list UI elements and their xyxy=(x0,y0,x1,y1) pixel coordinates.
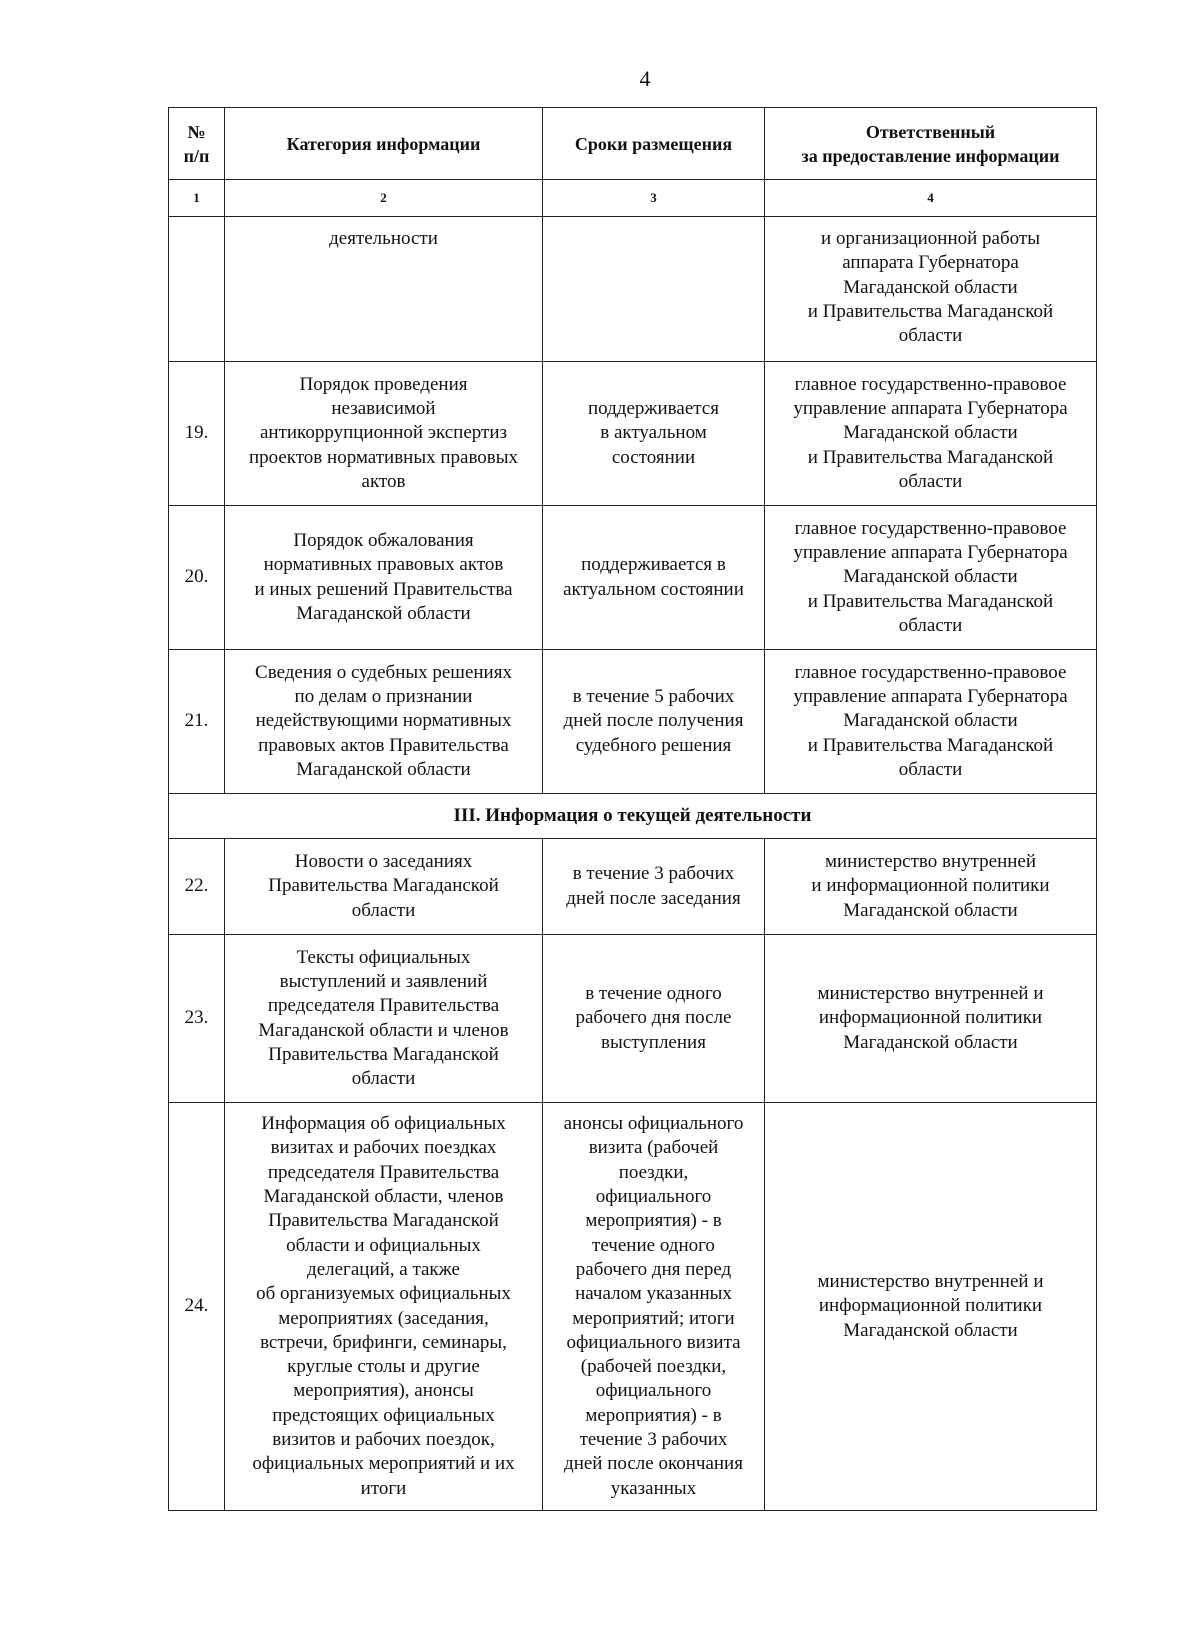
continuation-row xyxy=(169,217,1097,362)
row-number: 20. xyxy=(169,506,225,650)
row-category: деятельности xyxy=(225,217,543,362)
row-deadline: анонсы официального визита (рабочей поездки, официального мероприятия) - в течение одного рабочего дня перед началом указанных мероприятий; итоги официального визита (рабочей поездки, официального мероприятия) - в течение 3 рабочих дней после окончания указанных xyxy=(543,1103,765,1511)
table-row xyxy=(169,1103,1097,1511)
row-deadline xyxy=(543,217,765,362)
column-number: 4 xyxy=(765,180,1097,217)
page-number: 4 xyxy=(639,66,651,91)
header-responsible: Ответственный за предоставление информации xyxy=(765,108,1097,180)
row-category: Информация об официальных визитах и рабочих поездках председателя Правительства Магаданской области, членов Правительства Магаданской области и официальных делегаций, а также об организуемых официальных мероприятиях (заседания, встречи, брифинги, семинары, круглые столы и другие мероприятия), анонсы предстоящих официальных визитов и рабочих поездок, официальных мероприятий и их итоги xyxy=(225,1103,543,1511)
table-row xyxy=(169,650,1097,794)
row-number: 21. xyxy=(169,650,225,794)
column-number: 1 xyxy=(169,180,225,217)
header-number: № п/п xyxy=(169,108,225,180)
row-responsible: главное государственно-правовое управление аппарата Губернатора Магаданской области и Правительства Магаданской области xyxy=(765,650,1097,794)
column-number: 2 xyxy=(225,180,543,217)
row-deadline: в течение 3 рабочих дней после заседания xyxy=(543,839,765,935)
header-category: Категория информации xyxy=(225,108,543,180)
row-deadline: поддерживается в актуальном состоянии xyxy=(543,362,765,506)
header-deadline: Сроки размещения xyxy=(543,108,765,180)
row-number: 22. xyxy=(169,839,225,935)
column-number-row xyxy=(169,180,1097,217)
row-responsible: министерство внутренней и информационной политики Магаданской области xyxy=(765,1103,1097,1511)
row-category: Тексты официальных выступлений и заявлений председателя Правительства Магаданской области и членов Правительства Магаданской области xyxy=(225,935,543,1103)
row-responsible: главное государственно-правовое управление аппарата Губернатора Магаданской области и Правительства Магаданской области xyxy=(765,506,1097,650)
table-row xyxy=(169,506,1097,650)
table-header-row xyxy=(169,108,1097,180)
row-deadline: поддерживается в актуальном состоянии xyxy=(543,506,765,650)
row-category: Сведения о судебных решениях по делам о признании недействующими нормативных правовых актов Правительства Магаданской области xyxy=(225,650,543,794)
row-deadline: в течение одного рабочего дня после выступления xyxy=(543,935,765,1103)
row-category: Порядок обжалования нормативных правовых актов и иных решений Правительства Магаданской области xyxy=(225,506,543,650)
column-number: 3 xyxy=(543,180,765,217)
section-title: III. Информация о текущей деятельности xyxy=(169,794,1097,839)
row-responsible: министерство внутренней и информационной политики Магаданской области xyxy=(765,839,1097,935)
row-responsible: и организационной работы аппарата Губернатора Магаданской области и Правительства Магаданской области xyxy=(765,217,1097,362)
row-responsible: главное государственно-правовое управление аппарата Губернатора Магаданской области и Правительства Магаданской области xyxy=(765,362,1097,506)
row-category: Порядок проведения независимой антикоррупционной экспертиз проектов нормативных правовых актов xyxy=(225,362,543,506)
row-number: 23. xyxy=(169,935,225,1103)
table-row xyxy=(169,362,1097,506)
table-row xyxy=(169,839,1097,935)
information-table xyxy=(168,107,1097,1511)
row-number: 19. xyxy=(169,362,225,506)
row-number: 24. xyxy=(169,1103,225,1511)
row-responsible: министерство внутренней и информационной политики Магаданской области xyxy=(765,935,1097,1103)
section-heading-row xyxy=(169,794,1097,839)
row-number xyxy=(169,217,225,362)
row-deadline: в течение 5 рабочих дней после получения судебного решения xyxy=(543,650,765,794)
table-row xyxy=(169,935,1097,1103)
row-category: Новости о заседаниях Правительства Магаданской области xyxy=(225,839,543,935)
